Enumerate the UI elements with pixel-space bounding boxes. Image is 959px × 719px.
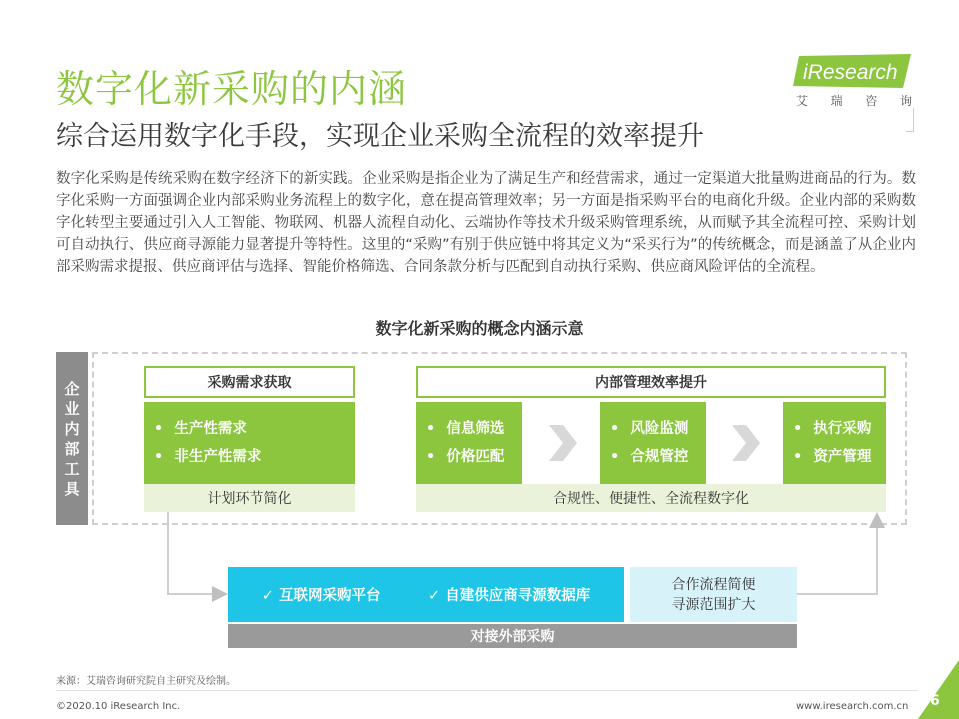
source-note: 来源：艾瑞咨询研究院自主研究及绘制。 (56, 676, 236, 687)
arrow-to-internal (797, 516, 877, 594)
page-corner-decoration (918, 660, 959, 719)
footer-divider (56, 690, 918, 691)
logo-chinese-name: 艾 瑞 咨 询 (796, 94, 912, 108)
intro-paragraph: 数字化采购是传统采购在数字经济下的新实践。企业采购是指企业为了满足生产和经营需求，通过一定渠道大批量购进商品的行为。数字化采购一方面强调企业内部采购业务流程上的数字化，意在提高管理效率；另一方面是指采购平台的电商化升级。企业内部的采购数字化转型主要通过引入人工智能、物联网、机器人流程自动化、云端协作等技术升级采购管理系统，从而赋予其全流程可控、采购计划可自动执行、供应商寻源能力显著提升等特性。这里的“采购”有别于供应链中将其定义为“采买行为”的传统概念，而是涵盖了从企业内部采购需求提报、供应商评估与选择、智能价格筛选、合同条款分析与匹配到自动执行采购、供应商风险评估的全流程。 (56, 171, 916, 275)
list-item: • 价格匹配 (416, 443, 522, 471)
list-item: • 信息筛选 (416, 415, 522, 443)
mgmt-header: 内部管理效率提升 (416, 366, 886, 398)
list-item: • 风险监测 (600, 415, 706, 443)
external-benefits: 合作流程简便 寻源范围扩大 (630, 567, 797, 622)
list-item: • 非生产性需求 (144, 443, 355, 471)
external-item: ✓ 自建供应商寻源数据库 (428, 588, 591, 604)
external-procurement-bar: 对接外部采购 (228, 624, 797, 648)
side-label-internal-tools: 企 业 内 部 工 具 (56, 352, 88, 525)
list-item: • 合规管控 (600, 443, 706, 471)
demand-header: 采购需求获取 (144, 366, 355, 398)
diagram-title: 数字化新采购的概念内涵示意 (375, 319, 584, 338)
list-item: • 执行采购 (783, 415, 886, 443)
external-platforms (228, 567, 624, 622)
arrow-to-external (168, 512, 224, 594)
page-title: 数字化新采购的内涵 (56, 67, 408, 111)
external-item: ✓ 互联网采购平台 (261, 588, 381, 604)
page-number: 6 (930, 693, 940, 709)
list-item: • 资产管理 (783, 443, 886, 471)
demand-footer: 计划环节简化 (144, 484, 355, 512)
page-subtitle: 综合运用数字化手段，实现企业采购全流程的效率提升 (56, 121, 704, 152)
website-link[interactable]: www.iresearch.com.cn (796, 701, 909, 712)
logo-text: iResearch (803, 61, 898, 84)
list-item: • 生产性需求 (144, 415, 355, 443)
copyright: ©2020.10 iResearch Inc. (56, 701, 181, 712)
mgmt-footer: 合规性、便捷性、全流程数字化 (416, 484, 886, 512)
